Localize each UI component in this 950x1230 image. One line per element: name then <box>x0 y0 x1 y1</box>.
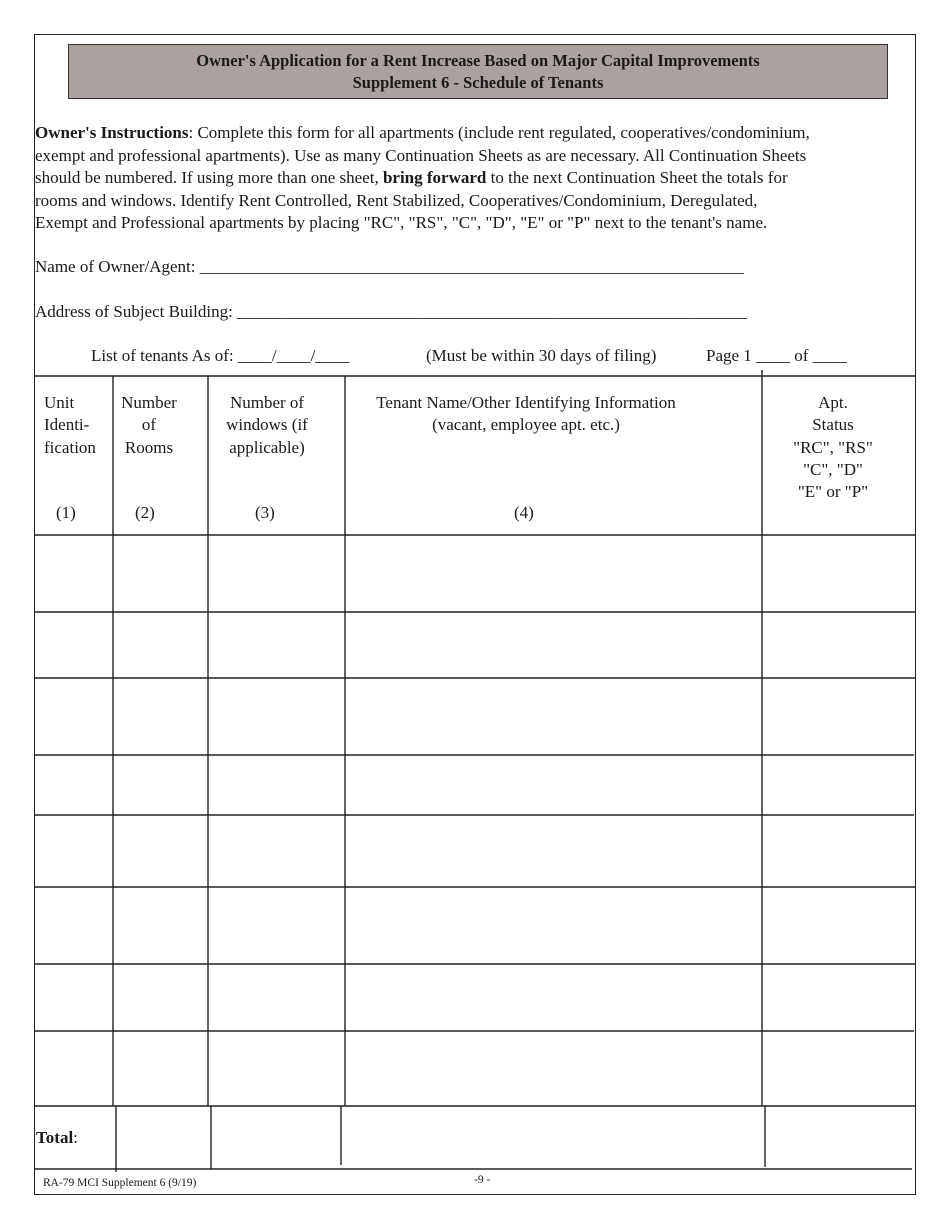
col-number-4: (4) <box>514 503 534 522</box>
col-header-rooms: Number of Rooms <box>121 393 177 457</box>
instructions-line-4: rooms and windows. Identify Rent Controlled, Rent Stabilized, Cooperatives/Condominium, Deregulated, <box>35 190 758 210</box>
instructions-line-2: exempt and professional apartments). Use as many Continuation Sheets as are necessary. All Continuation Sheets <box>35 145 807 165</box>
form-subtitle: Supplement 6 - Schedule of Tenants <box>352 73 604 92</box>
owner-agent-field[interactable]: Name of Owner/Agent: ________________________________________________________________ <box>35 257 744 276</box>
list-as-of-date-field[interactable]: List of tenants As of: ____/____/____ <box>91 346 350 365</box>
filing-note: (Must be within 30 days of filing) <box>426 346 657 365</box>
col-header-status: Apt. Status "RC", "RS" "C", "D" "E" or "P" <box>793 393 873 502</box>
form-id: RA-79 MCI Supplement 6 (9/19) <box>43 1177 197 1189</box>
instructions-bring-forward: bring forward <box>382 168 487 187</box>
instructions-label: Owner's Instructions <box>35 123 189 142</box>
total-row-label: Total: <box>36 1128 78 1147</box>
page-count-field[interactable]: Page 1 ____ of ____ <box>706 346 847 365</box>
building-address-field[interactable]: Address of Subject Building: ____________________________________________________________ <box>35 302 748 321</box>
form-title: Owner's Application for a Rent Increase Based on Major Capital Improvements <box>196 51 760 70</box>
instructions-line-5: Exempt and Professional apartments by placing "RC", "RS", "C", "D", "E" or "P" next to the tenant's name. <box>35 213 768 232</box>
col-header-tenant: Tenant Name/Other Identifying Information (vacant, employee apt. etc.) <box>376 393 676 435</box>
page-number: -9 - <box>474 1174 491 1186</box>
col-number-1: (1) <box>56 503 76 522</box>
col-number-3: (3) <box>255 503 275 522</box>
instructions-line-1: : Complete this form for all apartments (include rent regulated, cooperatives/condominium, <box>188 123 810 142</box>
instructions-line-3b: to the next Continuation Sheet the totals for <box>486 168 788 187</box>
col-header-windows: Number of windows (if applicable) <box>226 393 308 457</box>
instructions-line-3a: should be numbered. If using more than one sheet, <box>35 168 383 187</box>
col-number-2: (2) <box>135 503 155 522</box>
col-header-unit: Unit Identi- fication <box>44 393 96 457</box>
